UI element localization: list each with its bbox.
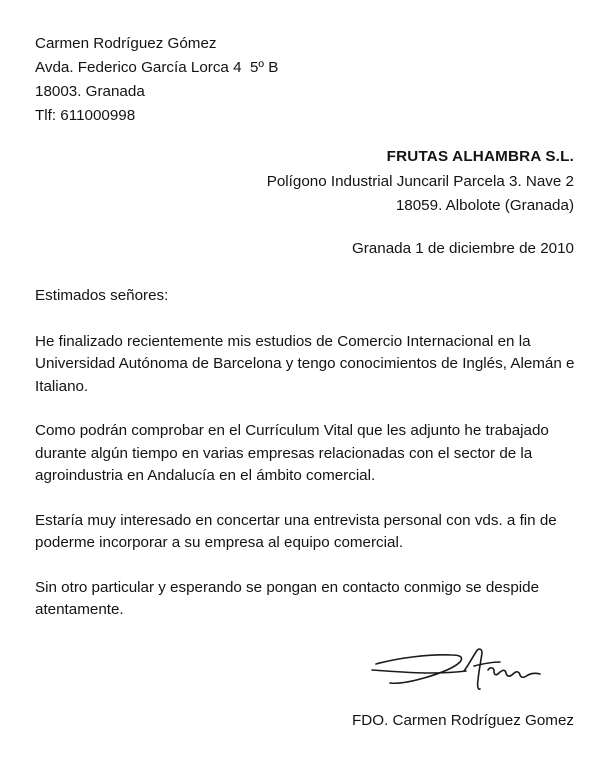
signature-icon	[368, 640, 558, 695]
letter-date: Granada 1 de diciembre de 2010	[351, 240, 574, 257]
paragraph-2: Como podrán comprobar en el Currículum Vital que les adjunto he trabajado durante algún tiempo en varias empresas relacionadas con el sector de la agroindustria en Andalucía en el ámbito comercial.	[35, 422, 549, 484]
sender-block	[35, 32, 278, 128]
paragraph-3: Estaría muy interesado en concertar una entrevista personal con vds. a fin de poderme incorporar a su empresa al equipo comercial.	[35, 511, 557, 551]
greeting: Estimados señores:	[35, 287, 169, 304]
recipient-block	[267, 145, 574, 219]
paragraph-4: Sin otro particular y esperando se pongan en contacto conmigo se despide atentamente.	[35, 578, 540, 618]
recipient-address: Polígono Industrial Juncaril Parcela 3. Nave 2	[266, 172, 574, 190]
sender-phone: Tlf: 611000998	[35, 107, 136, 124]
sender-city: 18003. Granada	[35, 83, 145, 100]
recipient-company: FRUTAS ALHAMBRA S.L.	[386, 148, 574, 165]
recipient-city: 18059. Albolote (Granada)	[395, 197, 574, 214]
sender-address: Avda. Federico García Lorca 4 5º B	[35, 59, 279, 76]
closing-name: FDO. Carmen Rodríguez Gomez	[352, 712, 574, 729]
paragraph-1: He finalizado recientemente mis estudios de Comercio Internacional en la Universidad Autónoma de Barcelona y tengo conocimientos de Inglés, Alemán e Italiano.	[35, 332, 575, 395]
sender-name: Carmen Rodríguez Gómez	[35, 35, 217, 52]
letter-body	[35, 285, 575, 644]
